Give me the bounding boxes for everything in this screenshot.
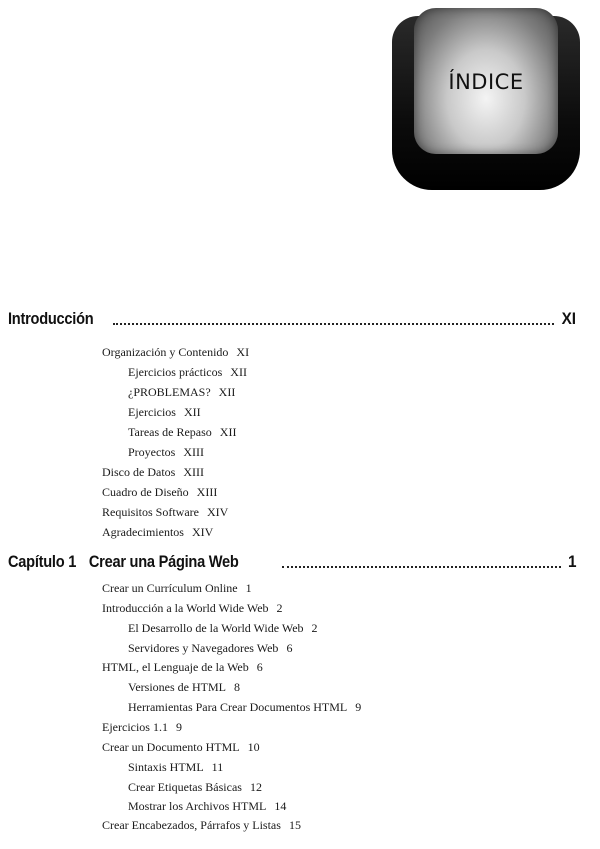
toc-entry[interactable]: Ejercicios 1.1 9 (102, 720, 182, 734)
toc-entry[interactable]: Agradecimientos XIV (102, 525, 214, 539)
toc-heading-introduccion[interactable] (8, 307, 576, 329)
toc-entry[interactable]: Requisitos Software XIV (102, 505, 229, 519)
section-page: 1 (567, 552, 576, 571)
chapter-number: Capítulo 1 (8, 552, 77, 571)
section-page: XI (561, 309, 576, 328)
toc-entry[interactable]: El Desarrollo de la World Wide Web 2 (128, 621, 318, 635)
toc-entry[interactable]: Versiones de HTML 8 (128, 680, 240, 694)
toc-entry[interactable]: Disco de Datos XIII (102, 465, 204, 479)
toc-entry[interactable]: Proyectos XIII (128, 445, 204, 459)
toc-entry[interactable]: Servidores y Navegadores Web 6 (128, 641, 293, 655)
toc-entry[interactable]: Ejercicios XII (128, 405, 201, 419)
leader-dots (282, 566, 560, 568)
toc-entry[interactable]: Introducción a la World Wide Web 2 (102, 601, 283, 615)
toc-entry[interactable]: Tareas de Repaso XII (128, 425, 237, 439)
section-title: Introducción (8, 309, 94, 328)
index-title: ÍNDICE (448, 70, 524, 94)
toc-entry[interactable]: Herramientas Para Crear Documentos HTML 9 (128, 700, 362, 714)
toc-entry[interactable]: Crear un Documento HTML 10 (102, 740, 260, 754)
toc-entry[interactable]: Ejercicios prácticos XII (128, 365, 247, 379)
toc-entry[interactable]: Crear Etiquetas Básicas 12 (128, 780, 262, 794)
toc-entry[interactable]: ¿PROBLEMAS? XII (128, 385, 236, 399)
toc-entry[interactable]: HTML, el Lenguaje de la Web 6 (102, 660, 263, 674)
toc-heading-capitulo-1[interactable] (8, 550, 576, 572)
toc-entry[interactable]: Crear un Currículum Online 1 (102, 581, 252, 595)
toc-entry[interactable]: Organización y Contenido XI (102, 345, 250, 359)
toc-entry[interactable]: Cuadro de Diseño XIII (102, 485, 218, 499)
toc-entry[interactable]: Mostrar los Archivos HTML 14 (128, 799, 287, 813)
leader-dots (113, 323, 554, 325)
toc-entry[interactable]: Crear Encabezados, Párrafos y Listas 15 (102, 818, 301, 832)
section-title: Crear una Página Web (88, 552, 239, 571)
toc-entry[interactable]: Sintaxis HTML 11 (128, 760, 224, 774)
